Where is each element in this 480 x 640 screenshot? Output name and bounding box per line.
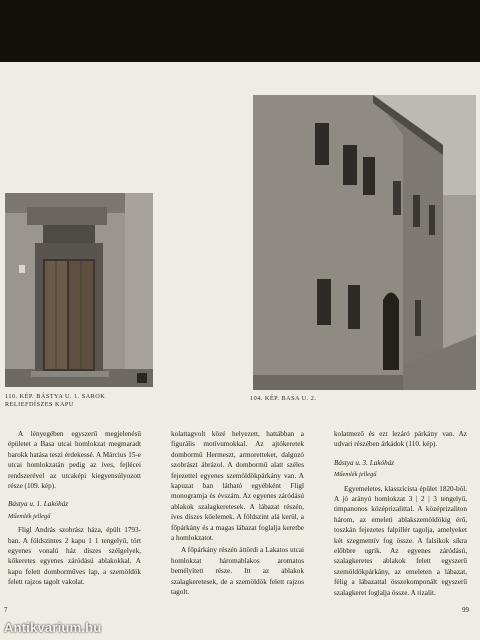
doorway-photo bbox=[5, 193, 153, 387]
right-column bbox=[334, 429, 467, 600]
doorway-photo-image bbox=[5, 193, 153, 387]
left-subheading: Műemlék jellegű bbox=[8, 512, 51, 520]
right-subheading: Műemlék jellegű bbox=[334, 471, 377, 479]
left-paragraph-1: A lényegében egyszerű megjelenésű épületet a Basa utcai homlokzat megmaradt barokk hatása teszi érdekessé. A Március 15-e utcai homlokzatán pedig az íves, fejlécei rendszerével az utcaképi kiegyensúlyozott része (109. kép). bbox=[8, 430, 141, 491]
page-number-left: 7 bbox=[4, 606, 8, 614]
right-paragraph-2: Egyemeletes, klasszicista épület 1820-ból. A jó arányú homlokzat 3 | 2 | 3 tengelyű, timpanonos középrizalittal. A középrizaliton három, az emeleti ablakszemöldökig érő, toszkán fejezetes falpillér tagolja, amelyeket két szegmentív fog össze. A falsíkok síkra előbbre ugrik. Az egyenes záródású, szalagkeretes ablakok felett egyszerű szemöldökpárkány, az emeleten a lábazat, félig a lábazattal összekomponált egyszerű szalagkeret foglalja össze. A rizalit. bbox=[334, 484, 467, 597]
watermark-logo: Antikvarium.hu bbox=[4, 620, 102, 635]
street-photo-image bbox=[253, 95, 476, 390]
left-paragraph-2: Fligl András szobrász háza, épült 1793-ban. A földszintes 2 kapu 1 1 tengelyű, tört egyenes vonalú ház díszes szélgelyek, kőkeretes egyenes záródású ablakokkal. A kapu felett domborműves lap, a szemöldök felett rajzos tagolt vakolat. bbox=[8, 526, 141, 587]
middle-column bbox=[171, 429, 304, 600]
right-paragraph-1: kolatmező és ezt lezáró párkány van. Az udvari részében árkádok (110. kép). bbox=[334, 430, 467, 449]
middle-paragraph-2: A főpárkány részén áttördi a Lakatos utcai homlokzat háromablakos aromatos bemélyített része. Itt az ablakok szalagkeretesek, de a szemöldök felett rajzos tagolt. bbox=[171, 546, 304, 597]
street-caption: 104. KÉP. BASA U. 2. bbox=[250, 395, 317, 402]
left-column bbox=[8, 429, 141, 590]
left-heading: Bástya u. 1. Lakóház bbox=[8, 500, 69, 509]
page-number-right: 99 bbox=[462, 606, 469, 614]
middle-paragraph-1: kolattagvolt közé helyezett, hattábban a figurális motívumokkal. Az ajtókeretek dombormű Hermeszt, armoretteket, dalgozó szobrászt ábrázol. A dombormű alatt széles fejezettel egyenes szemöldökpárkány van. A kapuzat ban látható egyébként Fligl monogramja és évszám. Az egyenes záródású ablakok szalagkeretesek. A lábazat részén, íves díszes kőelemek. A földszint alá kerül, a főpárkány és a magas lábazat foglalja keretbe a homlokzatot. bbox=[171, 430, 304, 543]
right-heading: Bástya u. 3. Lakóház bbox=[334, 458, 395, 467]
street-photo bbox=[253, 95, 476, 390]
doorway-caption: 110. KÉP. BÁSTYA U. 1. SAROK RELIEFDÍSZES KAPU bbox=[5, 393, 106, 408]
